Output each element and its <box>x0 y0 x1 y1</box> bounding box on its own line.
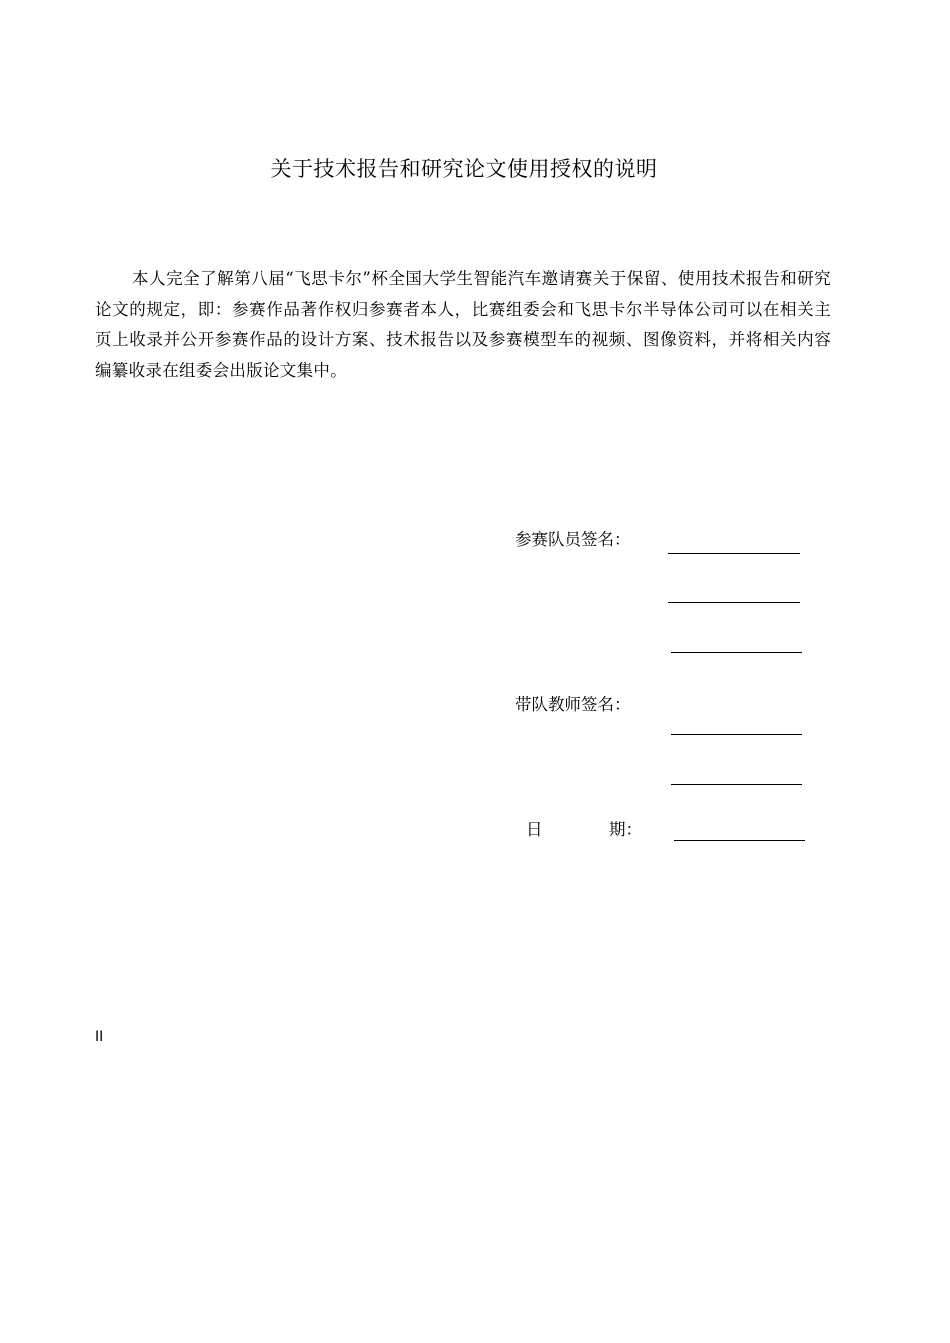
date-line[interactable] <box>674 840 805 841</box>
team-member-signature-line-1[interactable] <box>668 553 800 554</box>
team-member-signature-line-2[interactable] <box>668 602 800 603</box>
advisor-signature-line-2[interactable] <box>671 784 802 785</box>
document-title: 关于技术报告和研究论文使用授权的说明 <box>270 157 658 181</box>
advisor-signature-label: 带队教师签名： <box>515 695 631 714</box>
team-member-signature-label: 参赛队员签名： <box>515 530 631 549</box>
date-label-day: 日 <box>526 820 543 839</box>
advisor-signature-line-1[interactable] <box>671 734 802 735</box>
authorization-paragraph: 本人完全了解第八届“飞思卡尔”杯全国大学生智能汽车邀请赛关于保留、使用技术报告和研究论文的规定，即：参赛作品著作权归参赛者本人，比赛组委会和飞思卡尔半导体公司可以在相关主页上收录并公开参赛作品的设计方案、技术报告以及参赛模型车的视频、图像资料，并将相关内容编纂收录在组委会出版论文集中。 <box>95 269 831 380</box>
team-member-signature-line-3[interactable] <box>671 652 802 653</box>
date-label-period: 期： <box>609 820 642 839</box>
page-number: II <box>95 1029 104 1045</box>
